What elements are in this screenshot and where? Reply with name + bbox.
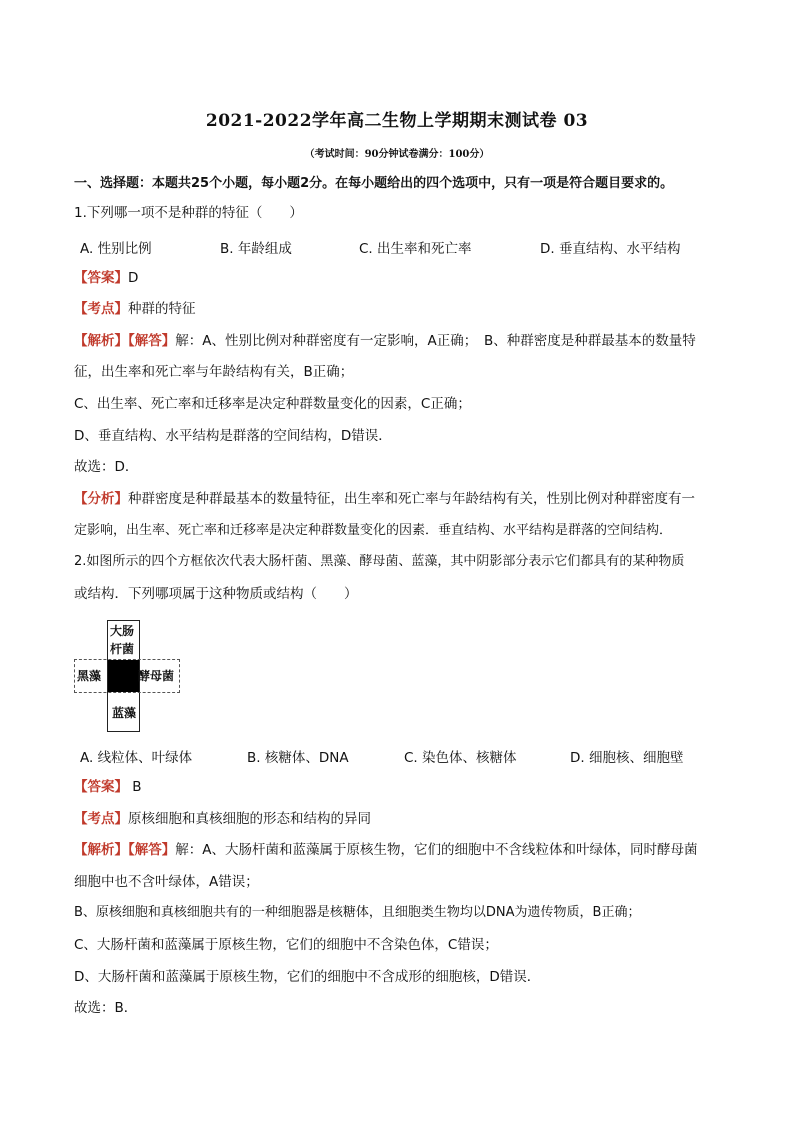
point-tag: 【考点】 bbox=[74, 811, 128, 827]
label-yeast: 酵母菌 bbox=[138, 669, 175, 683]
q2-option-d: D. 细胞核、细胞壁 bbox=[570, 750, 684, 766]
point-value: 种群的特征 bbox=[128, 301, 196, 317]
analysis-text: 解：A、大肠杆菌和蓝藻属于原核生物，它们的细胞中不含线粒体和叶绿体，同时酵母菌 bbox=[175, 842, 698, 858]
q1-analysis-1 bbox=[74, 331, 734, 351]
q2-choice: 故选：B． bbox=[74, 1000, 138, 1016]
label-e-coli-1: 大肠 bbox=[110, 624, 135, 638]
point-tag: 【考点】 bbox=[74, 301, 128, 317]
answer-tag: 【答案】 bbox=[74, 779, 128, 795]
q2-analysis-2: 细胞中也不含叶绿体，A错误； bbox=[74, 874, 259, 890]
q1-point bbox=[74, 299, 734, 319]
q1-analysis-4: D、垂直结构、水平结构是群落的空间结构，D错误． bbox=[74, 428, 392, 444]
q2-analysis-3: B、原核细胞和真核细胞共有的一种细胞器是核糖体，且细胞类生物均以DNA为遗传物质，B正确； bbox=[74, 905, 641, 920]
q2-option-c: C. 染色体、核糖体 bbox=[404, 750, 517, 766]
page-title: 2021-2022学年高二生物上学期期末测试卷 03 bbox=[205, 111, 589, 131]
point-value: 原核细胞和真核细胞的形态和结构的异同 bbox=[128, 811, 371, 827]
q1-analysis-3: C、出生率、死亡率和迁移率是决定种群数量变化的因素，C正确； bbox=[74, 396, 471, 412]
shared-region bbox=[108, 660, 139, 692]
q2-analysis-1 bbox=[74, 840, 734, 860]
q2-analysis-5: D、大肠杆菌和蓝藻属于原核生物，它们的细胞中不含成形的细胞核，D错误． bbox=[74, 969, 541, 985]
q2-answer bbox=[74, 777, 734, 797]
q1-option-c: C. 出生率和死亡率 bbox=[359, 241, 472, 257]
q2-point bbox=[74, 809, 734, 829]
q1-option-b: B. 年龄组成 bbox=[220, 241, 292, 257]
section-heading: 一、选择题：本题共25个小题，每小题2分。在每小题给出的四个选项中，只有一项是符合题目要求的。 bbox=[74, 176, 674, 191]
analysis-tag: 【解析】【解答】 bbox=[74, 842, 176, 858]
q1-choice: 故选：D． bbox=[74, 459, 139, 475]
answer-value: B bbox=[128, 779, 142, 795]
fenxi-tag: 【分析】 bbox=[74, 491, 128, 507]
q1-answer bbox=[74, 268, 734, 288]
q1-fenxi-2: 定影响，出生率、死亡率和迁移率是决定种群数量变化的因素．垂直结构、水平结构是群落的空间结构． bbox=[74, 523, 673, 538]
q1-fenxi-1 bbox=[74, 489, 734, 509]
q2-analysis-4: C、大肠杆菌和蓝藻属于原核生物，它们的细胞中不含染色体，C错误； bbox=[74, 937, 498, 953]
q2-question-2: 或结构．下列哪项属于这种物质或结构（ ） bbox=[74, 586, 358, 602]
answer-value: D bbox=[128, 270, 139, 286]
q1-question: 1.下列哪一项不是种群的特征（ ） bbox=[74, 205, 303, 221]
q2-option-a: A. 线粒体、叶绿体 bbox=[80, 750, 193, 766]
venn-figure bbox=[74, 620, 184, 732]
label-hydrilla: 黑藻 bbox=[77, 669, 102, 683]
analysis-tag: 【解析】【解答】 bbox=[74, 333, 176, 349]
label-cyanobacteria: 蓝藻 bbox=[112, 706, 137, 720]
q1-option-a: A. 性别比例 bbox=[80, 241, 152, 257]
analysis-text: 解：A、性别比例对种群密度有一定影响，A正确； B、种群密度是种群最基本的数量特 bbox=[175, 333, 696, 349]
q2-option-b: B. 核糖体、DNA bbox=[247, 750, 349, 766]
q2-question-1: 2.如图所示的四个方框依次代表大肠杆菌、黑藻、酵母菌、蓝藻，其中阴影部分表示它们都具有的某种物质 bbox=[74, 554, 685, 569]
fenxi-text: 种群密度是种群最基本的数量特征，出生率和死亡率与年龄结构有关，性别比例对种群密度有一 bbox=[128, 491, 695, 507]
answer-tag: 【答案】 bbox=[74, 270, 128, 286]
label-e-coli-2: 杆菌 bbox=[110, 642, 135, 656]
q1-option-d: D. 垂直结构、水平结构 bbox=[540, 241, 681, 257]
exam-info: （考试时间：90分钟试卷满分：100分） bbox=[304, 149, 490, 160]
q1-analysis-2: 征，出生率和死亡率与年龄结构有关，B正确； bbox=[74, 364, 354, 380]
